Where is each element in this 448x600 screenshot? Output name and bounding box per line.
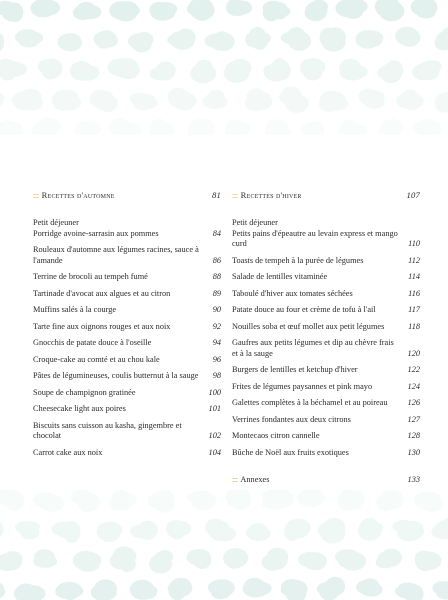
entry-page-number: 122 [407,365,420,375]
pattern-blob [392,520,424,541]
pattern-blob [376,490,404,511]
decorative-pattern-bottom [0,490,448,600]
pattern-blob [73,2,102,20]
pattern-blob [33,492,64,512]
pattern-blob [318,518,345,544]
section-marker: ::: [232,475,238,484]
entry-title: Frites de légumes paysannes et pink mayo [232,381,373,391]
entry-page-number: 86 [212,255,221,265]
toc-entry[interactable] [232,398,420,409]
entry-page-number: 84 [212,228,221,238]
pattern-blob [0,120,24,135]
toc-column-winter [232,190,420,464]
entry-title: Terrine de brocoli au tempeh fumé [33,272,148,282]
pattern-blob [262,490,294,510]
pattern-blob [395,583,424,600]
toc-entry[interactable] [33,272,221,283]
pattern-blob [263,58,291,81]
entry-page-number: 124 [407,381,420,391]
pattern-blob [202,90,227,109]
entry-page-number: 116 [408,288,420,298]
pattern-blob [279,86,309,113]
pattern-blob [358,518,383,541]
pattern-blob [377,60,403,83]
pattern-blob [188,119,215,135]
pattern-blob [130,580,158,600]
pattern-blob [376,548,402,568]
toc-entry[interactable] [33,404,221,415]
toc-entry[interactable] [33,245,221,266]
entry-title: Petit déjeuner [33,218,79,227]
pattern-blob [108,58,140,79]
entry-page-number: 118 [408,321,420,331]
pattern-blob [204,31,234,51]
decorative-pattern-top [0,0,448,135]
entry-title: Cheesecake light aux poires [33,404,126,414]
pattern-blob [358,89,385,109]
pattern-blob [94,30,118,48]
toc-entry[interactable] [33,421,221,442]
entry-page-number: 130 [407,447,420,457]
entry-title: Soupe de champignon gratinée [33,387,136,397]
entry-page-number: 96 [212,354,221,364]
toc-entry[interactable] [232,289,420,300]
pattern-blob [281,579,308,600]
toc-entry[interactable] [33,229,221,240]
pattern-blob [71,490,100,512]
toc-entry[interactable] [232,322,420,333]
toc-column-autumn [33,190,221,464]
pattern-blob [224,59,252,83]
entry-title: Tarte fine aux oignons rouges et aux noix [33,321,171,331]
entry-title: Rouleaux d'automne aux légumes racines, sauce à l'amande [33,245,199,265]
pattern-blob [319,27,345,51]
pattern-blob [356,30,384,49]
pattern-blob [319,91,349,112]
entry-title: Patate douce au four et crème de tofu à l'ail [232,305,376,315]
pattern-blob [300,58,326,80]
pattern-blob [38,59,63,80]
pattern-blob [149,2,177,21]
entry-title: Petits pains d'épeautre au levain express et mango curd [232,228,398,249]
pattern-blob [30,0,60,17]
pattern-blob [223,548,248,569]
toc-entry[interactable] [232,229,420,250]
entry-page-number: 94 [212,338,221,348]
toc-entry[interactable] [232,338,420,359]
entry-title: Croque-cake au comté et au chou kale [33,354,160,364]
pattern-blob [0,580,5,599]
pattern-blob [75,120,101,135]
pattern-blob [130,521,158,540]
section-marker: ::: [33,190,39,200]
pattern-blob [190,60,216,84]
pattern-blob [168,88,197,111]
pattern-blob [243,578,272,598]
pattern-blob [32,117,61,135]
annexes-label: Annexes [240,475,270,484]
pattern-blob [128,32,154,53]
pattern-blob [58,33,83,51]
subsection-label [33,218,221,229]
pattern-blob [265,119,292,135]
pattern-blob [109,1,140,21]
pattern-blob [246,523,271,541]
entry-page-number: 110 [408,239,420,249]
pattern-blob [205,519,236,542]
toc-entry[interactable] [232,365,420,376]
pattern-blob [15,29,44,47]
pattern-blob [0,520,4,539]
pattern-blob [263,1,291,22]
toc-entry[interactable] [232,256,420,267]
entry-title: Nouilles soba et œuf mollet aux petit légumes [232,321,385,331]
annexes-page-number: 133 [407,475,420,484]
pattern-blob [356,578,383,596]
entry-title: Muffins salés à la courge [33,305,117,315]
toc-entry[interactable] [33,355,221,366]
pattern-blob [70,61,100,81]
pattern-blob [226,0,252,16]
toc-entry[interactable] [33,305,221,316]
pattern-blob [0,551,23,571]
entry-page-number: 90 [212,305,221,315]
pattern-blob [414,492,443,512]
toc-entry[interactable] [33,338,221,349]
pattern-blob [167,29,195,50]
toc-entry[interactable] [232,431,420,442]
pattern-blob [335,0,367,19]
entry-title: Galettes complètes à la béchamel et au poireau [232,398,388,408]
pattern-blob [91,579,117,600]
entry-title: Porridge avoine-sarrasin aux pommes [33,228,159,238]
pattern-blob [110,547,137,573]
entry-title: Gaufres aux petits légumes et dip au chèvre frais et à la sauge [232,338,394,358]
toc-entry[interactable] [33,289,221,300]
toc-entry[interactable] [33,371,221,382]
pattern-blob [187,491,216,510]
recipe-list-winter [232,218,420,458]
pattern-blob [166,520,191,540]
pattern-blob [395,27,420,47]
entry-page-number: 127 [407,414,420,424]
toc-entry-annexes[interactable] [232,475,420,484]
entry-title: Tartinade d'avocat aux algues et au citron [33,288,171,298]
pattern-blob [396,89,424,110]
pattern-blob [15,521,40,539]
section-heading-label: Recettes d'automne [41,190,115,200]
pattern-blob [90,90,118,113]
section-heading-autumn[interactable] [33,190,221,202]
pattern-blob [412,119,441,135]
entry-title: Pâtes de légumineuses, coulis butternut à la sauge [33,371,199,381]
pattern-blob [150,119,175,135]
entry-title: Bûche de Noël aux fruits exotiques [232,447,349,457]
section-page-number: 107 [406,190,420,200]
pattern-blob [52,521,81,543]
pattern-blob [168,578,193,600]
pattern-blob [412,60,442,80]
entry-title: Gnocchis de patate douce à l'oseille [33,338,152,348]
pattern-blob [0,87,5,107]
entry-page-number: 101 [208,404,221,414]
toc-entry[interactable] [232,272,420,283]
pattern-blob [147,490,175,512]
toc-entry[interactable] [232,382,420,393]
entry-title: Salade de lentilles vitaminée [232,272,328,282]
entry-page-number: 126 [407,398,420,408]
pattern-blob [55,582,83,600]
pattern-blob [97,522,123,542]
pattern-blob [149,550,173,573]
pattern-blob [298,552,327,570]
entry-page-number: 104 [208,447,221,457]
entry-page-number: 112 [408,255,420,265]
section-heading-winter[interactable] [232,190,420,202]
pattern-blob [12,89,44,111]
pattern-blob [434,27,448,50]
toc-entry[interactable] [232,305,420,316]
entry-title: Verrines fondantes aux deux citrons [232,414,351,424]
pattern-blob [186,549,211,569]
entry-title: Carrot cake aux noix [33,447,103,457]
pattern-blob [435,92,448,113]
pattern-blob [305,0,328,21]
entry-title: Burgers de lentilles et ketchup d'hiver [232,365,358,375]
pattern-blob [335,549,366,570]
pattern-blob [109,490,137,510]
entry-page-number: 88 [212,272,221,282]
recipe-list-autumn [33,218,221,458]
pattern-blob [339,120,368,135]
pattern-blob [245,27,271,50]
entry-title: Biscuits sans cuisson au kasha, gingembre et chocolat [33,420,182,441]
pattern-blob [208,579,235,599]
entry-page-number: 102 [208,431,221,441]
toc-entry[interactable] [33,322,221,333]
entry-page-number: 92 [212,321,221,331]
toc-entry[interactable] [33,388,221,399]
entry-page-number: 100 [208,387,221,397]
pattern-blob [0,30,4,53]
toc-entry[interactable] [33,448,221,459]
pattern-blob [431,518,448,539]
pattern-blob [339,59,368,81]
pattern-blob [225,119,251,135]
entry-title: Toasts de tempeh à la purée de légumes [232,255,364,265]
pattern-blob [301,120,324,135]
pattern-blob [317,577,345,600]
entry-page-number: 128 [407,431,420,441]
entry-title: Petit déjeuner [232,218,278,227]
pattern-blob [187,0,215,21]
pattern-blob [130,93,158,111]
entry-page-number: 120 [407,348,420,358]
pattern-blob [0,59,27,81]
pattern-blob [375,0,405,21]
pattern-blob [245,88,272,111]
entry-title: Taboulé d'hiver aux tomates séchées [232,288,353,298]
toc-entry[interactable] [232,448,420,459]
pattern-blob [261,548,288,571]
pattern-blob [225,490,250,510]
section-marker: ::: [232,190,238,200]
pattern-blob [379,119,403,135]
pattern-blob [411,0,438,19]
entry-page-number: 117 [408,305,420,315]
pattern-blob [0,490,24,511]
pattern-blob [284,519,311,541]
pattern-blob [109,118,142,135]
pattern-blob [51,90,81,112]
pattern-blob [281,27,311,51]
pattern-blob [33,549,57,568]
entry-page-number: 89 [212,288,221,298]
entry-title: Montecaos citron cannelle [232,431,320,441]
pattern-blob [73,551,102,572]
section-heading-label: Recettes d'hiver [240,190,302,200]
section-page-number: 81 [212,190,221,200]
pattern-blob [337,490,365,511]
subsection-label [232,218,420,229]
toc-entry[interactable] [232,415,420,426]
entry-page-number: 114 [408,272,420,282]
pattern-blob [0,1,23,22]
pattern-blob [433,581,448,599]
pattern-blob [297,490,324,508]
entry-page-number: 98 [212,371,221,381]
pattern-blob [415,551,442,572]
pattern-blob [149,62,175,81]
pattern-blob [14,584,46,600]
